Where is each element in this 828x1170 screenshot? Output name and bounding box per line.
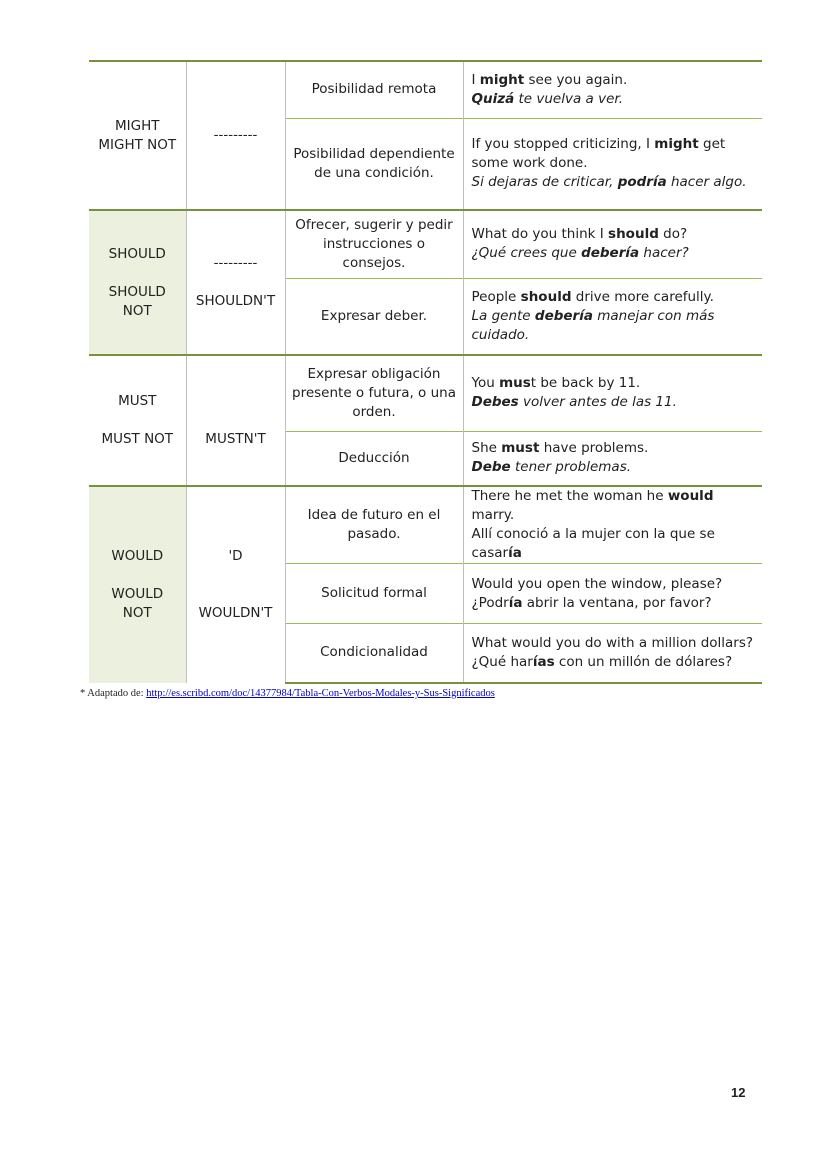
example-spanish <box>472 90 757 109</box>
example-spanish <box>472 594 757 613</box>
example-english-bold: should <box>608 226 659 243</box>
example-english-bold: might <box>479 71 525 88</box>
example-cell <box>463 61 762 118</box>
negative-form-cell <box>186 61 285 210</box>
example-spanish-text: hacer algo. <box>666 174 747 191</box>
modal-verb-cell <box>89 355 186 486</box>
example-english-text: I <box>471 71 480 88</box>
negative-form-cell <box>186 486 285 683</box>
negative-form-label: MUSTN'T <box>205 431 266 447</box>
negative-form-label: --------- <box>213 127 258 143</box>
example-spanish-text: abrir la ventana, por favor? <box>522 594 712 611</box>
example-spanish-bold: debería <box>581 245 640 262</box>
example-cell <box>463 278 762 355</box>
example-cell <box>463 355 762 431</box>
usage-cell: Condicionalidad <box>285 624 463 683</box>
example-spanish-bold: ía <box>508 545 522 561</box>
example-english-text: There he met the woman he <box>471 488 668 504</box>
example-cell <box>463 624 762 683</box>
footnote-prefix: * Adaptado de: <box>80 688 147 699</box>
example-english <box>472 225 757 244</box>
modal-verb-label: MUST <box>118 393 157 409</box>
example-spanish-text: manejar con más cuidado. <box>471 307 715 343</box>
modal-verb-label <box>89 264 186 283</box>
example-spanish-text: La gente <box>471 307 535 324</box>
example-english-text: drive more carefully. <box>571 288 714 305</box>
example-english-text: She <box>471 440 502 457</box>
usage-cell: Deducción <box>285 431 463 486</box>
example-spanish <box>472 653 757 672</box>
example-cell <box>463 564 762 624</box>
negative-form-cell <box>186 210 285 355</box>
example-spanish-bold: ía <box>508 594 523 611</box>
example-english-bold: should <box>520 288 572 305</box>
usage-cell: Expresar obligación presente o futura, o una orden. <box>285 355 463 431</box>
modal-verbs-table-body <box>89 61 762 683</box>
negative-form-label <box>187 273 285 292</box>
example-spanish-text: Allí conoció a la mujer con la que se casar <box>471 526 715 561</box>
example-spanish-bold: Debe <box>471 459 511 476</box>
example-cell <box>463 118 762 210</box>
example-english <box>472 135 757 173</box>
example-english-text: You <box>471 375 500 392</box>
example-english <box>472 71 757 90</box>
negative-form-label: 'D <box>228 547 243 564</box>
example-english-bold: might <box>654 136 699 153</box>
usage-cell: Solicitud formal <box>285 564 463 624</box>
example-spanish-text: te vuelva a ver. <box>514 90 623 107</box>
modal-verb-label: SHOULD <box>108 245 166 262</box>
usage-cell: Posibilidad remota <box>285 61 463 118</box>
example-spanish-bold: Quizá <box>471 90 515 107</box>
negative-form-label <box>187 566 285 585</box>
table-row <box>89 355 762 431</box>
example-spanish-text: volver antes de las 11. <box>518 394 677 411</box>
modal-verb-cell <box>89 61 186 210</box>
modal-verb-label: MIGHT NOT <box>98 136 177 153</box>
example-spanish-bold: ías <box>532 653 555 670</box>
negative-form-cell <box>186 355 285 486</box>
example-spanish <box>472 307 757 345</box>
example-english <box>472 439 757 458</box>
table-row <box>89 486 762 564</box>
example-english-text: Would you open the window, please? <box>471 575 723 592</box>
usage-cell: Posibilidad dependiente de una condición. <box>285 118 463 210</box>
negative-form-label <box>187 392 285 411</box>
page-number: 12 <box>731 1085 746 1100</box>
negative-form-label: SHOULDN'T <box>195 293 276 309</box>
example-english-bold: would <box>667 488 714 504</box>
table-row <box>89 210 762 278</box>
modal-verb-label <box>89 566 186 585</box>
example-spanish <box>472 393 757 412</box>
modal-verb-label <box>89 411 186 430</box>
modal-verb-label: MIGHT <box>115 117 160 134</box>
example-spanish <box>472 458 757 477</box>
example-spanish-bold: debería <box>534 307 593 324</box>
example-spanish-text: con un millón de dólares? <box>554 653 733 670</box>
example-english <box>472 288 757 307</box>
example-english <box>472 374 757 393</box>
example-english-text: What do you think I <box>471 226 609 243</box>
example-cell <box>463 431 762 486</box>
negative-form-label: --------- <box>213 255 258 271</box>
example-english-text: People <box>471 288 521 305</box>
example-english <box>472 575 757 594</box>
negative-form-label <box>187 411 285 430</box>
example-spanish-text: ¿Podr <box>471 594 509 611</box>
modal-verb-label: WOULD <box>111 585 164 602</box>
example-english-text: t be back by 11. <box>530 375 641 392</box>
example-spanish-bold: podría <box>617 174 667 191</box>
modal-verb-label: MUST NOT <box>101 431 174 447</box>
example-spanish <box>472 525 757 563</box>
table-row <box>89 61 762 118</box>
example-cell <box>463 210 762 278</box>
example-spanish-text: hacer? <box>639 245 689 262</box>
example-english-bold: must <box>501 440 540 457</box>
example-english-text: What would you do with a million dollars? <box>471 634 754 651</box>
example-cell <box>463 486 762 564</box>
example-english-text: do? <box>658 226 688 243</box>
modal-verb-cell <box>89 210 186 355</box>
example-spanish-bold: Debes <box>471 394 519 411</box>
modal-verb-label: NOT <box>122 604 152 621</box>
example-english-text: have problems. <box>539 440 649 457</box>
example-spanish <box>472 173 757 192</box>
footnote <box>80 688 495 699</box>
example-english-text: If you stopped criticizing, I <box>471 136 655 153</box>
negative-form-label <box>187 585 285 604</box>
negative-form-label: WOULDN'T <box>198 604 273 621</box>
example-spanish-text: tener problemas. <box>510 459 632 476</box>
modal-verb-label: SHOULD <box>108 283 166 300</box>
example-english-text: see you again. <box>524 71 628 88</box>
modal-verb-label: WOULD <box>111 547 164 564</box>
example-spanish-text: Si dejaras de criticar, <box>471 174 618 191</box>
example-english-text: marry. <box>471 507 515 523</box>
example-english <box>472 487 757 525</box>
example-spanish <box>472 244 757 263</box>
usage-cell: Expresar deber. <box>285 278 463 355</box>
modal-verb-label: NOT <box>122 302 152 319</box>
example-english-bold: mus <box>499 375 531 392</box>
modal-verb-cell <box>89 486 186 683</box>
example-spanish-text: ¿Qué har <box>471 653 533 670</box>
example-english <box>472 634 757 653</box>
example-spanish-text: ¿Qué crees que <box>471 245 582 262</box>
modal-verbs-table <box>89 60 762 684</box>
example-english-text: get some work done. <box>471 136 726 172</box>
footnote-source-link[interactable]: http://es.scribd.com/doc/14377984/Tabla-Con-Verbos-Modales-y-Sus-Significados <box>146 688 495 699</box>
usage-cell: Idea de futuro en el pasado. <box>285 486 463 564</box>
usage-cell: Ofrecer, sugerir y pedir instrucciones o consejos. <box>285 210 463 278</box>
